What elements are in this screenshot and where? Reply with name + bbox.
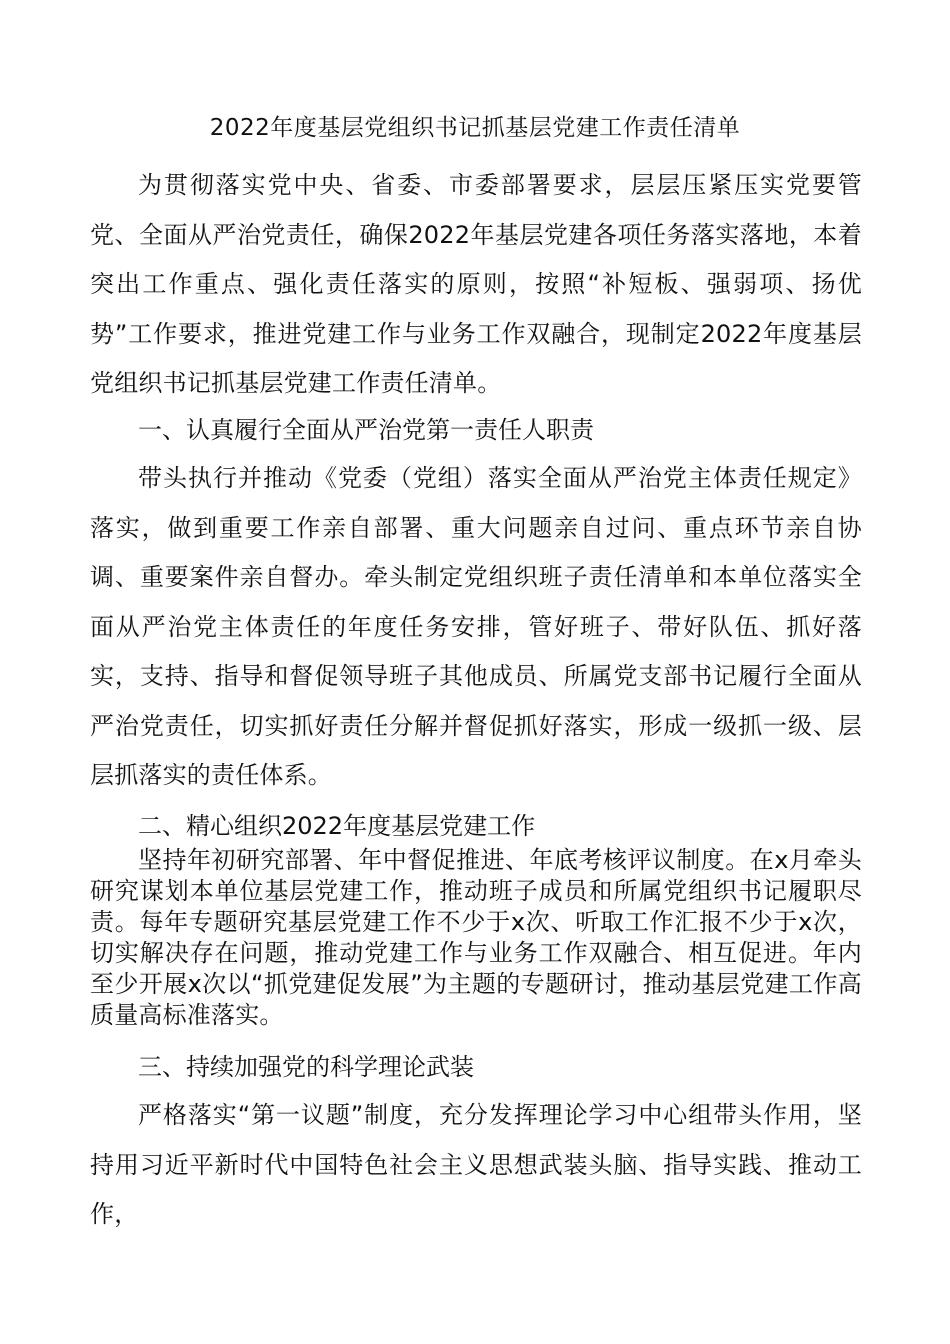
section-1-heading: 一、认真履行全面从严治党第一责任人职责 [138,416,594,444]
section-3-body: 严格落实“第一议题”制度，充分发挥理论学习中心组带头作用，坚持用习近平新时代中国特色社会主义思想武装头脑、指导实践、推动工作， [90,1101,862,1228]
section-2-heading: 二、精心组织2022年度基层党建工作 [138,812,536,840]
section-3-heading: 三、持续加强党的科学理论武装 [138,1053,474,1081]
intro-paragraph: 为贯彻落实党中央、省委、市委部署要求，层层压紧压实党要管党、全面从严治党责任，确保2022年基层党建各项任务落实落地，本着突出工作重点、强化责任落实的原则，按照“补短板、强弱项、扬优势”工作要求，推进党建工作与业务工作双融合，现制定2022年度基层党组织书记抓基层党建工作责任清单。 [90,171,862,397]
section-2-body: 坚持年初研究部署、年中督促推进、年底考核评议制度。在x月牵头研究谋划本单位基层党建工作，推动班子成员和所属党组织书记履职尽责。每年专题研究基层党建工作不少于x次、听取工作汇报不少于x次，切实解决存在问题，推动党建工作与业务工作双融合、相互促进。年内至少开展x次以“抓党建促发展”为主题的专题研讨，推动基层党建工作高质量高标准落实。 [90,846,862,1029]
document-title: 2022年度基层党组织书记抓基层党建工作责任清单 [209,115,741,141]
section-1-body: 带头执行并推动《党委（党组）落实全面从严治党主体责任规定》落实，做到重要工作亲自部署、重大问题亲自过问、重点环节亲自协调、重要案件亲自督办。牵头制定党组织班子责任清单和本单位落实全面从严治党主体责任的年度任务安排，管好班子、带好队伍、抓好落实，支持、指导和督促领导班子其他成员、所属党支部书记履行全面从严治党责任，切实抓好责任分解并督促抓好落实，形成一级抓一级、层层抓落实的责任体系。 [90,464,862,789]
